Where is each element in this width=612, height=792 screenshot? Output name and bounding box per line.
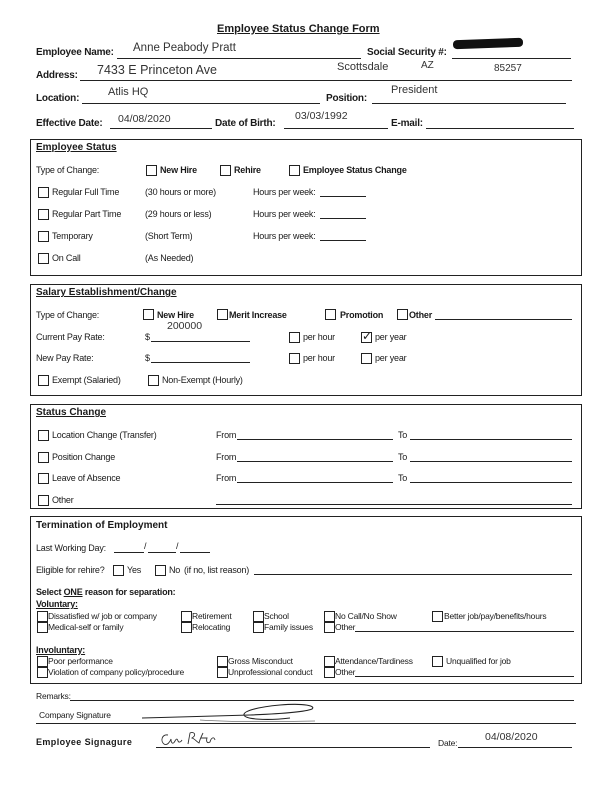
- new-per-year-label: per year: [375, 353, 407, 363]
- position-change-to-label: To: [398, 452, 408, 462]
- position-value[interactable]: President: [391, 84, 438, 96]
- new-pay-dollar: $: [145, 353, 150, 363]
- retirement-label: Retirement: [192, 611, 232, 621]
- current-per-year-label: per year: [375, 332, 407, 342]
- ssn-redaction: [453, 38, 523, 49]
- temporary-label: Temporary: [52, 231, 93, 241]
- new-per-year-checkbox[interactable]: [361, 353, 372, 364]
- violation-label: Violation of company policy/procedure: [48, 667, 185, 677]
- current-pay-value[interactable]: 200000: [167, 320, 203, 332]
- attendance-label: Attendance/Tardiness: [335, 656, 413, 666]
- regular-part-time-label: Regular Part Time: [52, 209, 122, 219]
- employee-signature-image: [158, 729, 218, 749]
- family-issues-label: Family issues: [264, 622, 313, 632]
- employee-signature-label: Employee Signagure: [36, 737, 133, 747]
- address-state-value[interactable]: AZ: [421, 60, 434, 71]
- effective-date-value[interactable]: 04/08/2020: [118, 113, 171, 125]
- relocating-label: Relocating: [192, 622, 231, 632]
- unprofessional-label: Unprofessional conduct: [228, 667, 313, 677]
- employee-status-section: [30, 139, 582, 276]
- current-pay-label: Current Pay Rate:: [36, 332, 105, 342]
- on-call-label: On Call: [52, 253, 81, 263]
- position-label: Position:: [326, 93, 367, 104]
- no-call-checkbox[interactable]: [324, 611, 335, 622]
- medical-label: Medical-self or family: [48, 622, 124, 632]
- current-per-hour-label: per hour: [303, 332, 335, 342]
- termination-title: Termination of Employment: [36, 520, 168, 531]
- family-issues-checkbox[interactable]: [253, 622, 264, 633]
- temporary-note: (Short Term): [145, 231, 193, 241]
- current-per-hour-checkbox[interactable]: [289, 332, 300, 343]
- leave-of-absence-checkbox[interactable]: [38, 473, 49, 484]
- location-value[interactable]: Atlis HQ: [108, 86, 149, 98]
- select-one-label: Select ONE reason for separation:: [36, 587, 176, 597]
- retirement-checkbox[interactable]: [181, 611, 192, 622]
- rehire-no-checkbox[interactable]: [155, 565, 166, 576]
- rehire-no-label: No: [169, 565, 181, 575]
- leave-from-label: From: [216, 473, 237, 483]
- employee-name-label: Employee Name:: [36, 47, 114, 58]
- no-call-label: No Call/No Show: [335, 611, 397, 621]
- address-label: Address:: [36, 70, 78, 81]
- violation-checkbox[interactable]: [37, 667, 48, 678]
- gross-misconduct-checkbox[interactable]: [217, 656, 228, 667]
- dob-value[interactable]: 03/03/1992: [295, 110, 348, 122]
- eligible-rehire-label: Eligible for rehire?: [36, 565, 105, 575]
- location-change-from-label: From: [216, 430, 237, 440]
- location-label: Location:: [36, 93, 80, 104]
- es-new-hire-label: New Hire: [160, 165, 197, 175]
- location-change-checkbox[interactable]: [38, 430, 49, 441]
- position-change-from-label: From: [216, 452, 237, 462]
- temporary-hours-label: Hours per week:: [253, 231, 316, 241]
- unqualified-label: Unqualified for job: [446, 656, 511, 666]
- position-change-checkbox[interactable]: [38, 452, 49, 463]
- new-per-hour-checkbox[interactable]: [289, 353, 300, 364]
- es-rehire-label: Rehire: [234, 165, 261, 175]
- attendance-checkbox[interactable]: [324, 656, 335, 667]
- es-status-change-checkbox[interactable]: [289, 165, 300, 176]
- better-job-label: Better job/pay/benefits/hours: [444, 611, 547, 621]
- dissatisfied-label: Dissatisfied w/ job or company: [48, 611, 157, 621]
- form-title: Employee Status Change Form: [217, 23, 380, 35]
- date-label: Date:: [438, 738, 458, 748]
- sc-other-label: Other: [52, 495, 74, 505]
- company-signature-label: Company Signature: [39, 710, 111, 720]
- address-city-value[interactable]: Scottsdale: [337, 61, 389, 73]
- merit-increase-checkbox[interactable]: [217, 309, 228, 320]
- rehire-yes-label: Yes: [127, 565, 142, 575]
- exempt-label: Exempt (Salaried): [52, 375, 121, 385]
- es-rehire-checkbox[interactable]: [220, 165, 231, 176]
- vol-other-checkbox[interactable]: [324, 622, 335, 633]
- invol-other-label: Other: [335, 667, 356, 677]
- promotion-label: Promotion: [340, 310, 384, 320]
- medical-checkbox[interactable]: [37, 622, 48, 633]
- es-new-hire-checkbox[interactable]: [146, 165, 157, 176]
- part-time-hours-label: Hours per week:: [253, 209, 316, 219]
- leave-to-label: To: [398, 473, 408, 483]
- regular-full-time-label: Regular Full Time: [52, 187, 120, 197]
- relocating-checkbox[interactable]: [181, 622, 192, 633]
- better-job-checkbox[interactable]: [432, 611, 443, 622]
- location-change-label: Location Change (Transfer): [52, 430, 157, 440]
- voluntary-label: Voluntary:: [36, 599, 78, 609]
- address-street-value[interactable]: 7433 E Princeton Ave: [97, 63, 217, 77]
- regular-part-time-note: (29 hours or less): [145, 209, 212, 219]
- current-per-year-checkbox[interactable]: [361, 332, 372, 343]
- regular-full-time-checkbox[interactable]: [38, 187, 49, 198]
- leave-of-absence-label: Leave of Absence: [52, 473, 121, 483]
- rehire-no-note: (if no, list reason): [184, 565, 250, 575]
- poor-performance-label: Poor performance: [48, 656, 113, 666]
- unqualified-checkbox[interactable]: [432, 656, 443, 667]
- on-call-note: (As Needed): [145, 253, 194, 263]
- exempt-checkbox[interactable]: [38, 375, 49, 386]
- temporary-checkbox[interactable]: [38, 231, 49, 242]
- position-change-label: Position Change: [52, 452, 116, 462]
- current-pay-dollar: $: [145, 332, 150, 342]
- sal-other-label: Other: [409, 310, 433, 320]
- involuntary-label: Involuntary:: [36, 645, 86, 655]
- sal-new-hire-label: New Hire: [157, 310, 194, 320]
- sal-other-checkbox[interactable]: [397, 309, 408, 320]
- footer-date-value[interactable]: 04/08/2020: [485, 731, 538, 743]
- dissatisfied-checkbox[interactable]: [37, 611, 48, 622]
- es-status-change-label: Employee Status Change: [303, 165, 407, 175]
- new-per-hour-label: per hour: [303, 353, 335, 363]
- full-time-hours-label: Hours per week:: [253, 187, 316, 197]
- remarks-label: Remarks:: [36, 691, 71, 701]
- promotion-checkbox[interactable]: [325, 309, 336, 320]
- new-pay-label: New Pay Rate:: [36, 353, 94, 363]
- regular-part-time-checkbox[interactable]: [38, 209, 49, 220]
- vol-other-label: Other: [335, 622, 356, 632]
- sc-other-checkbox[interactable]: [38, 495, 49, 506]
- employee-status-title: Employee Status: [36, 142, 117, 153]
- address-zip-value[interactable]: 85257: [494, 63, 522, 74]
- status-change-title: Status Change: [36, 407, 107, 418]
- on-call-checkbox[interactable]: [38, 253, 49, 264]
- employee-name-value[interactable]: Anne Peabody Pratt: [133, 42, 236, 54]
- school-checkbox[interactable]: [253, 611, 264, 622]
- non-exempt-label: Non-Exempt (Hourly): [162, 375, 243, 385]
- sal-type-of-change-label: Type of Change:: [36, 310, 100, 320]
- ssn-label: Social Security #:: [367, 47, 447, 58]
- effective-date-label: Effective Date:: [36, 118, 103, 129]
- gross-misconduct-label: Gross Misconduct: [228, 656, 293, 666]
- unprofessional-checkbox[interactable]: [217, 667, 228, 678]
- regular-full-time-note: (30 hours or more): [145, 187, 216, 197]
- email-label: E-mail:: [391, 118, 423, 129]
- non-exempt-checkbox[interactable]: [148, 375, 159, 386]
- salary-title: Salary Establishment/Change: [36, 287, 177, 298]
- last-working-day-label: Last Working Day:: [36, 543, 106, 553]
- invol-other-checkbox[interactable]: [324, 667, 335, 678]
- location-change-to-label: To: [398, 430, 408, 440]
- rehire-yes-checkbox[interactable]: [113, 565, 124, 576]
- company-signature-image: [140, 700, 320, 728]
- sal-new-hire-checkbox[interactable]: [143, 309, 154, 320]
- merit-increase-label: Merit Increase: [229, 310, 287, 320]
- dob-label: Date of Birth:: [215, 118, 276, 129]
- school-label: School: [264, 611, 289, 621]
- poor-performance-checkbox[interactable]: [37, 656, 48, 667]
- es-type-of-change-label: Type of Change:: [36, 165, 100, 175]
